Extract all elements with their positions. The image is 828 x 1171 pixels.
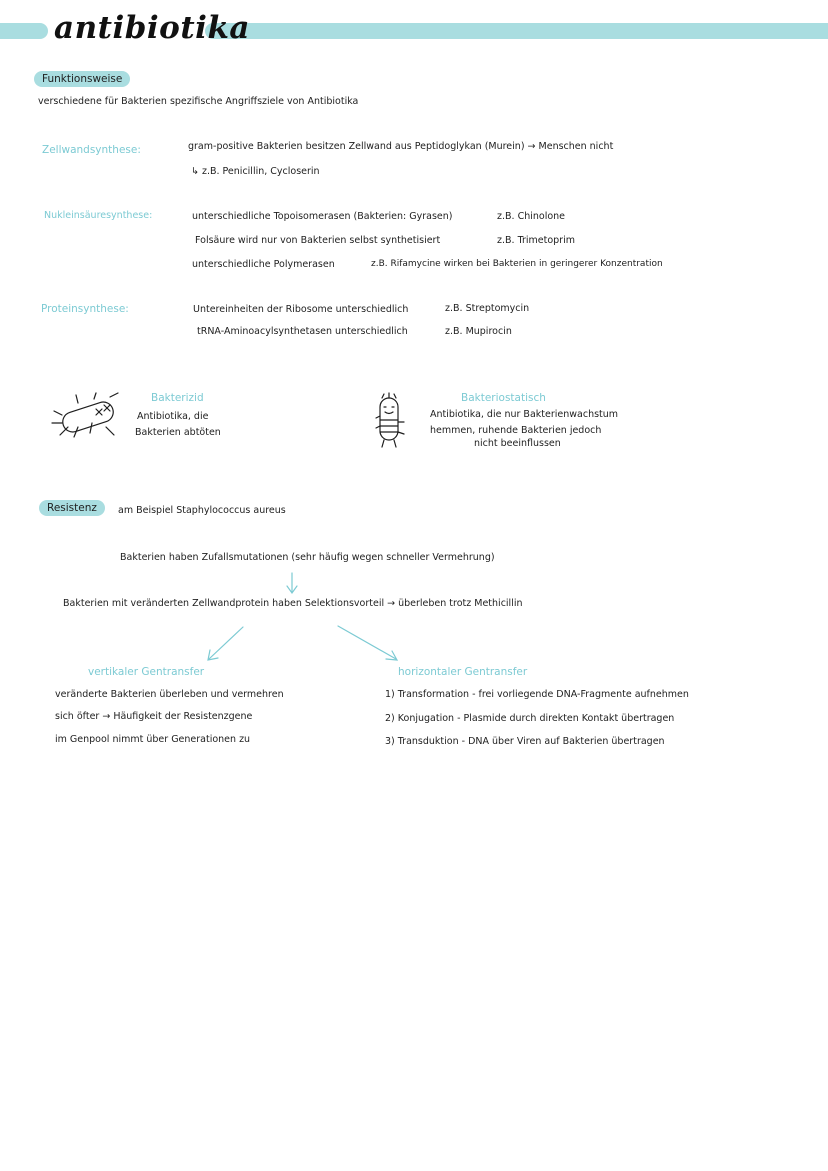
vertikal-line3: im Genpool nimmt über Generationen zu xyxy=(55,734,251,745)
arrow-left xyxy=(209,627,243,659)
protein-line2b: z.B. Mupirocin xyxy=(445,326,512,337)
bakterizid-heading: Bakterizid xyxy=(151,392,204,404)
bakteriostatisch-line3: nicht beeinflussen xyxy=(474,438,561,449)
horizontal-heading: horizontaler Gentransfer xyxy=(398,666,528,678)
nuklein-line1a: unterschiedliche Topoisomerasen (Bakterien: Gyrasen) xyxy=(192,211,453,222)
zellwand-line2: ↳ z.B. Penicillin, Cycloserin xyxy=(191,166,320,177)
bakteriostatisch-line1: Antibiotika, die nur Bakterienwachstum xyxy=(430,409,619,420)
horizontal-item1: 1) Transformation - frei vorliegende DNA-Fragmente aufnehmen xyxy=(385,689,689,700)
nuklein-line2a: Folsäure wird nur von Bakterien selbst synthetisiert xyxy=(195,235,441,246)
page-title: antibiotika xyxy=(54,10,251,46)
resistenz-subtitle: am Beispiel Staphylococcus aureus xyxy=(118,505,286,516)
nuklein-line3b: z.B. Rifamycine wirken bei Bakterien in geringerer Konzentration xyxy=(371,259,663,269)
bakteriostatisch-line2: hemmen, ruhende Bakterien jedoch xyxy=(430,425,602,436)
resistenz-line1: Bakterien haben Zufallsmutationen (sehr häufig wegen schneller Vermehrung) xyxy=(120,552,495,563)
resistenz-line2: Bakterien mit veränderten Zellwandprotein haben Selektionsvorteil → überleben trotz Methicillin xyxy=(63,598,523,609)
resistenz-label: Resistenz xyxy=(39,500,105,516)
zellwand-heading: Zellwandsynthese: xyxy=(42,144,141,156)
nuklein-line1b: z.B. Chinolone xyxy=(497,211,566,222)
zellwand-line1: gram-positive Bakterien besitzen Zellwand aus Peptidoglykan (Murein) → Menschen nicht xyxy=(188,141,614,152)
bakterizid-line2: Bakterien abtöten xyxy=(135,427,221,438)
protein-line1a: Untereinheiten der Ribosome unterschiedlich xyxy=(193,304,409,315)
vertikal-line1: veränderte Bakterien überleben und vermehren xyxy=(55,689,284,700)
arrow-right xyxy=(338,626,396,659)
nuklein-heading: Nukleinsäuresynthese: xyxy=(44,210,153,221)
vertikal-line2: sich öfter → Häufigkeit der Resistenzgene xyxy=(55,711,253,722)
bakterizid-line1: Antibiotika, die xyxy=(137,411,209,422)
protein-heading: Proteinsynthese: xyxy=(41,303,129,315)
funktionsweise-label: Funktionsweise xyxy=(34,71,130,87)
protein-line2a: tRNA-Aminoacylsynthetasen unterschiedlich xyxy=(197,326,408,337)
horizontal-item3: 3) Transduktion - DNA über Viren auf Bakterien übertragen xyxy=(385,736,665,747)
funktionsweise-intro: verschiedene für Bakterien spezifische Angriffsziele von Antibiotika xyxy=(38,96,359,107)
bakteriostatisch-heading: Bakteriostatisch xyxy=(461,392,546,404)
protein-line1b: z.B. Streptomycin xyxy=(445,303,530,314)
horizontal-item2: 2) Konjugation - Plasmide durch direkten Kontakt übertragen xyxy=(385,713,675,724)
vertikal-heading: vertikaler Gentransfer xyxy=(88,666,205,678)
nuklein-line2b: z.B. Trimetoprim xyxy=(497,235,575,246)
nuklein-line3a: unterschiedliche Polymerasen xyxy=(192,259,335,270)
